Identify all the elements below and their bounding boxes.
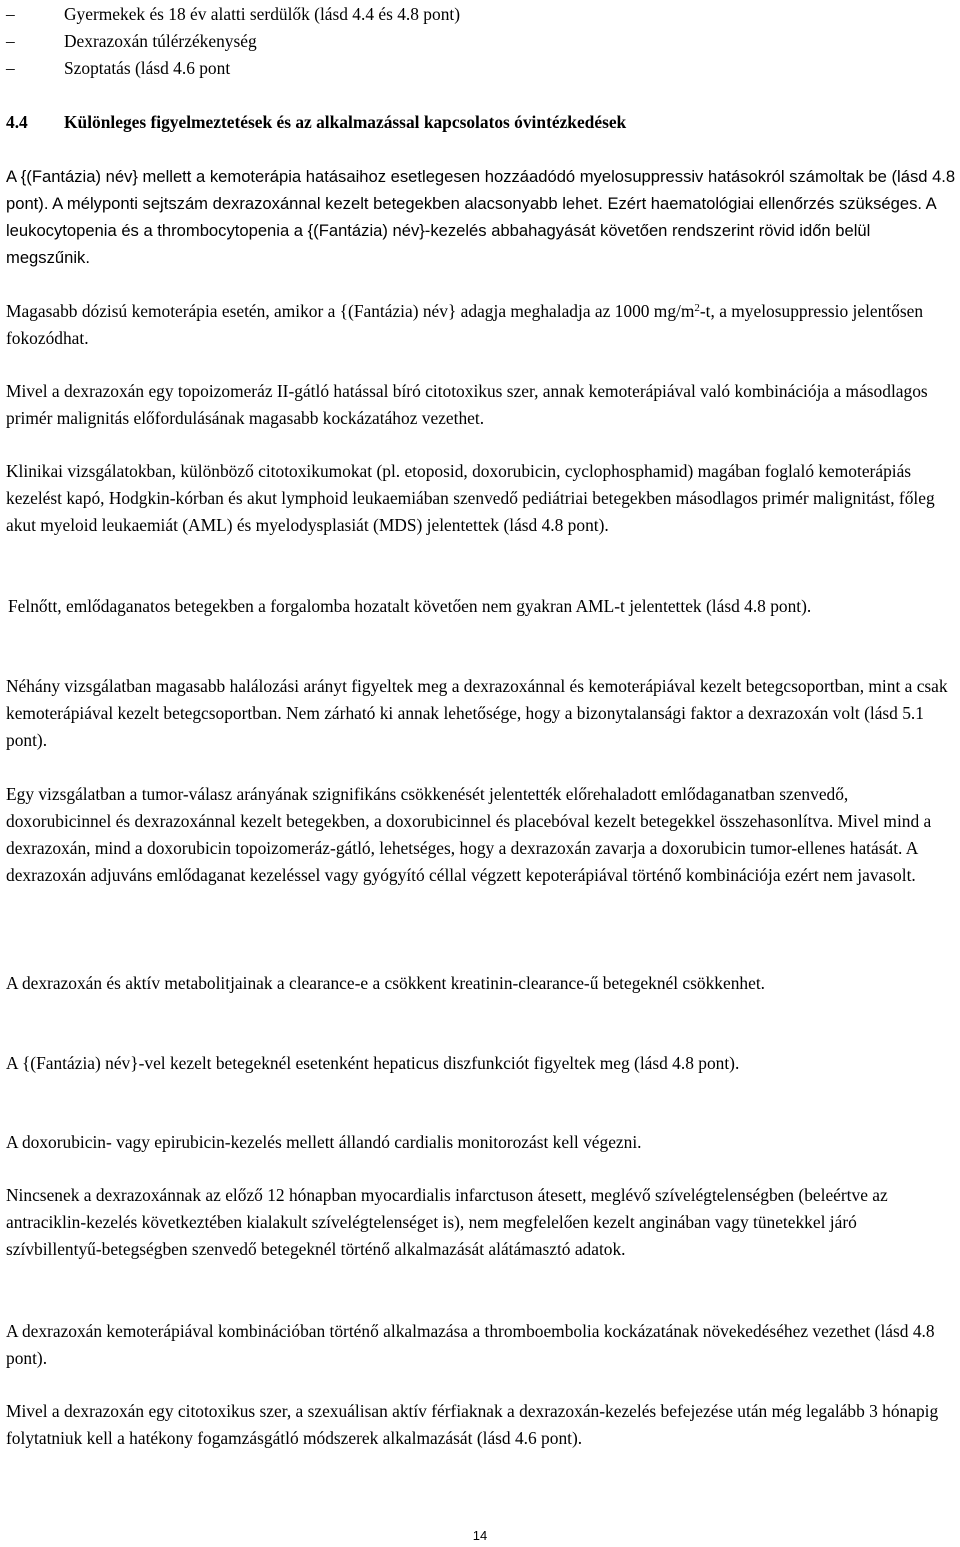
section-title: Különleges figyelmeztetések és az alkalmazással kapcsolatos óvintézkedések bbox=[64, 112, 627, 132]
paragraph-hepatic: A {(Fantázia) név}-vel kezelt betegeknél esetenként hepaticus diszfunkciót figyeltek meg (lásd 4.8 pont). bbox=[6, 1053, 740, 1073]
paragraph-mortality: Néhány vizsgálatban magasabb halálozási arányt figyeltek meg a dexrazoxánnal és kemoterápiával kezelt betegcsoportban, mint a csak kemoterápiával kezelt betegcsoportban. Nem zárható ki annak lehetősége, hogy a bizonytalansági faktor a dexrazoxán volt (lásd 5.1 pont). bbox=[6, 676, 948, 750]
page-number: 14 bbox=[472, 1528, 488, 1543]
paragraph-thromboembolism: A dexrazoxán kemoterápiával kombinációban történő alkalmazása a thromboembolia kockázatának növekedéséhez vezethet (lásd 4.8 pont). bbox=[6, 1321, 935, 1368]
paragraph-adult-aml: Felnőtt, emlődaganatos betegekben a forgalomba hozatalt követően nem gyakran AML-t jelentettek (lásd 4.8 pont). bbox=[8, 596, 812, 616]
paragraph-no-data: Nincsenek a dexrazoxánnak az előző 12 hónapban myocardialis infarctuson átesett, meglévő szívelégtelenségben (beleértve az antraciklin-kezelés következtében kialakult szívelégtelenséget is), nem megfelelően kezelt anginában vagy tünetekkel járó szívbillentyű-betegségben szenvedő betegeknél történő alkalmazását alátámasztó adatok. bbox=[6, 1185, 888, 1259]
paragraph-clinical-trials: Klinikai vizsgálatokban, különböző citotoxikumokat (pl. etoposid, doxorubicin, cyclophosphamid) magában foglaló kemoterápiás kezelést kapó, Hodgkin-kórban és akut lymphoid leukaemiában szenvedő pediátriai betegekben másodlagos primér malignitást, főleg akut myeloid leukaemiát (AML) és myelodysplasiát (MDS) jelentettek (lásd 4.8 pont). bbox=[6, 461, 935, 535]
paragraph-high-dose: Magasabb dózisú kemoterápia esetén, amikor a {(Fantázia) név} adagja meghaladja az 1000 $mg/m^2-t$, a myelosuppressio jelentősen fokozódhat. bbox=[6, 301, 924, 348]
paragraph-cardiac-monitoring: A doxorubicin- vagy epirubicin-kezelés mellett állandó cardialis monitorozást kell végezni. bbox=[6, 1132, 642, 1152]
section-heading bbox=[6, 109, 626, 136]
section-number: 4.4 bbox=[6, 112, 28, 132]
list-item: – Szoptatás (lásd 4.6 pont bbox=[6, 58, 231, 78]
list-item: – Gyermekek és 18 év alatti serdülők (lásd 4.4 és 4.8 pont) bbox=[6, 4, 461, 24]
contraindication-list bbox=[6, 1, 460, 82]
paragraph-contraception: Mivel a dexrazoxán egy citotoxikus szer, a szexuálisan aktív férfiaknak a dexrazoxán-kezelés befejezése után még legalább 3 hónapig folytatniuk kell a hatékony fogamzásgátló módszerek alkalmazását (lásd 4.6 pont). bbox=[6, 1401, 939, 1448]
paragraph-tumor-response: Egy vizsgálatban a tumor-válasz arányának szignifikáns csökkenését jelentették előrehaladott emlődaganatban szenvedő, doxorubicinnel és dexrazoxánnal kezelt betegekben, a doxorubicinnel és placebóval kezelt betegekkel összehasonlítva. Mivel mind a dexrazoxán, mind a doxorubicin topoizomeráz-gátló, lehetséges, hogy a dexrazoxán zavarja a doxorubicin tumor-ellenes hatását. A dexrazoxán adjuváns emlődaganat kezeléssel vagy gyógyító céllal végzett kepoterápiával történő kombinációja ezért nem javasolt. bbox=[6, 784, 932, 885]
paragraph-secondary-malignancy: Mivel a dexrazoxán egy topoizomeráz II-gátló hatással bíró citotoxikus szer, annak kemoterápiával való kombinációja a másodlagos primér malignitás előfordulásának magasabb kockázatához vezethet. bbox=[6, 381, 928, 428]
list-item: – Dexrazoxán túlérzékenység bbox=[6, 31, 257, 51]
paragraph-clearance: A dexrazoxán és aktív metabolitjainak a clearance-e a csökkent kreatinin-clearance-ű betegeknél csökkenhet. bbox=[6, 973, 766, 993]
paragraph-myelosuppression: A {(Fantázia) név} mellett a kemoterápia hatásaihoz esetlegesen hozzáadódó myelosuppressiv hatásokról számoltak be (lásd 4.8 pont). A mélyponti sejtszám dexrazoxánnal kezelt betegekben alacsonyabb lehet. Ezért haematológiai ellenőrzés szükséges. A leukocytopenia és a thrombocytopenia a {(Fantázia) név}-kezelés abbahagyását követően rendszerint rövid időn belül megszűnik. bbox=[6, 167, 956, 267]
